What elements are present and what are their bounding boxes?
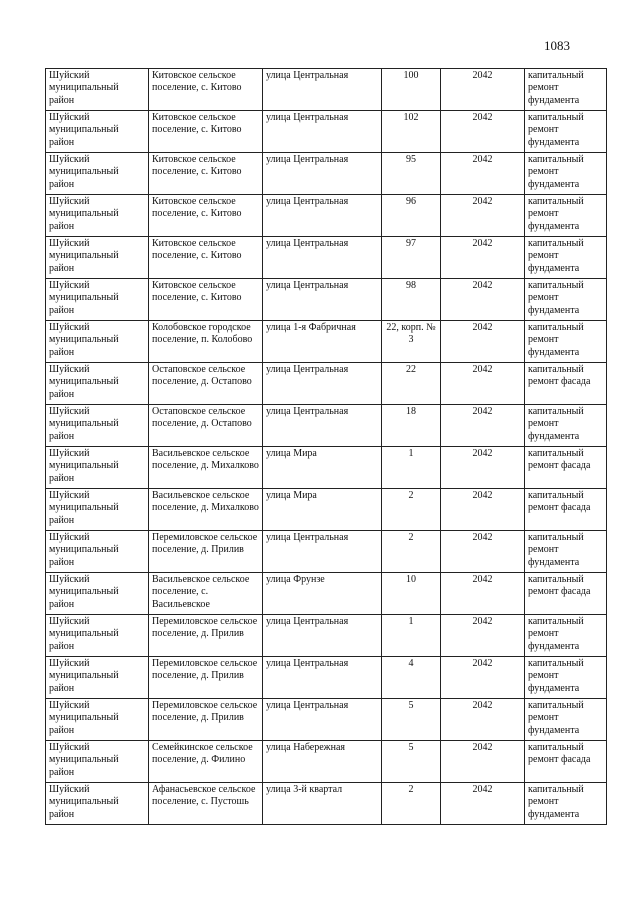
house-number-cell: 2 xyxy=(382,489,441,531)
work-type-cell: капитальный ремонт фасада xyxy=(525,363,607,405)
year-cell: 2042 xyxy=(441,195,525,237)
house-number-cell: 18 xyxy=(382,405,441,447)
table-row xyxy=(46,363,607,405)
street-cell: улица Набережная xyxy=(263,741,382,783)
table-row xyxy=(46,615,607,657)
table-row xyxy=(46,489,607,531)
street-cell: улица Центральная xyxy=(263,363,382,405)
table-row xyxy=(46,699,607,741)
year-cell: 2042 xyxy=(441,699,525,741)
street-cell: улица Фрунзе xyxy=(263,573,382,615)
street-cell: улица Центральная xyxy=(263,69,382,111)
table-row xyxy=(46,405,607,447)
street-cell: улица Центральная xyxy=(263,195,382,237)
settlement-cell: Китовское сельское поселение, с. Китово xyxy=(149,69,263,111)
table-row xyxy=(46,279,607,321)
year-cell: 2042 xyxy=(441,69,525,111)
table-row xyxy=(46,531,607,573)
year-cell: 2042 xyxy=(441,657,525,699)
year-cell: 2042 xyxy=(441,363,525,405)
work-type-cell: капитальный ремонт фасада xyxy=(525,489,607,531)
house-number-cell: 5 xyxy=(382,699,441,741)
work-type-cell: капитальный ремонт фундамента xyxy=(525,111,607,153)
house-number-cell: 95 xyxy=(382,153,441,195)
year-cell: 2042 xyxy=(441,783,525,825)
house-number-cell: 4 xyxy=(382,657,441,699)
settlement-cell: Перемиловское сельское поселение, д. Прилив xyxy=(149,531,263,573)
work-type-cell: капитальный ремонт фундамента xyxy=(525,783,607,825)
registry-table xyxy=(45,68,607,825)
work-type-cell: капитальный ремонт фасада xyxy=(525,447,607,489)
house-number-cell: 100 xyxy=(382,69,441,111)
district-cell: Шуйский муниципальный район xyxy=(46,489,149,531)
street-cell: улица Центральная xyxy=(263,405,382,447)
work-type-cell: капитальный ремонт фундамента xyxy=(525,615,607,657)
district-cell: Шуйский муниципальный район xyxy=(46,447,149,489)
district-cell: Шуйский муниципальный район xyxy=(46,573,149,615)
year-cell: 2042 xyxy=(441,237,525,279)
table-row xyxy=(46,69,607,111)
district-cell: Шуйский муниципальный район xyxy=(46,279,149,321)
house-number-cell: 2 xyxy=(382,531,441,573)
work-type-cell: капитальный ремонт фундамента xyxy=(525,657,607,699)
year-cell: 2042 xyxy=(441,321,525,363)
table-row xyxy=(46,195,607,237)
district-cell: Шуйский муниципальный район xyxy=(46,111,149,153)
table-row xyxy=(46,237,607,279)
settlement-cell: Васильевское сельское поселение, д. Михалково xyxy=(149,489,263,531)
district-cell: Шуйский муниципальный район xyxy=(46,153,149,195)
street-cell: улица Центральная xyxy=(263,657,382,699)
settlement-cell: Китовское сельское поселение, с. Китово xyxy=(149,195,263,237)
street-cell: улица Центральная xyxy=(263,615,382,657)
settlement-cell: Перемиловское сельское поселение, д. Прилив xyxy=(149,699,263,741)
registry-table-body xyxy=(46,69,607,825)
work-type-cell: капитальный ремонт фундамента xyxy=(525,237,607,279)
house-number-cell: 1 xyxy=(382,447,441,489)
settlement-cell: Китовское сельское поселение, с. Китово xyxy=(149,279,263,321)
district-cell: Шуйский муниципальный район xyxy=(46,405,149,447)
table-row xyxy=(46,657,607,699)
settlement-cell: Остаповское сельское поселение, д. Остапово xyxy=(149,363,263,405)
house-number-cell: 5 xyxy=(382,741,441,783)
year-cell: 2042 xyxy=(441,447,525,489)
district-cell: Шуйский муниципальный район xyxy=(46,783,149,825)
district-cell: Шуйский муниципальный район xyxy=(46,363,149,405)
street-cell: улица 1-я Фабричная xyxy=(263,321,382,363)
year-cell: 2042 xyxy=(441,573,525,615)
page-number: 1083 xyxy=(544,38,570,53)
work-type-cell: капитальный ремонт фундамента xyxy=(525,321,607,363)
work-type-cell: капитальный ремонт фундамента xyxy=(525,153,607,195)
house-number-cell: 1 xyxy=(382,615,441,657)
table-row xyxy=(46,573,607,615)
house-number-cell: 10 xyxy=(382,573,441,615)
house-number-cell: 96 xyxy=(382,195,441,237)
year-cell: 2042 xyxy=(441,153,525,195)
district-cell: Шуйский муниципальный район xyxy=(46,615,149,657)
settlement-cell: Китовское сельское поселение, с. Китово xyxy=(149,111,263,153)
district-cell: Шуйский муниципальный район xyxy=(46,69,149,111)
street-cell: улица Центральная xyxy=(263,279,382,321)
street-cell: улица Центральная xyxy=(263,153,382,195)
table-row xyxy=(46,321,607,363)
settlement-cell: Китовское сельское поселение, с. Китово xyxy=(149,237,263,279)
settlement-cell: Остаповское сельское поселение, д. Остапово xyxy=(149,405,263,447)
district-cell: Шуйский муниципальный район xyxy=(46,195,149,237)
work-type-cell: капитальный ремонт фундамента xyxy=(525,405,607,447)
settlement-cell: Семейкинское сельское поселение, д. Филино xyxy=(149,741,263,783)
work-type-cell: капитальный ремонт фундамента xyxy=(525,69,607,111)
work-type-cell: капитальный ремонт фундамента xyxy=(525,699,607,741)
district-cell: Шуйский муниципальный район xyxy=(46,699,149,741)
table-row xyxy=(46,111,607,153)
year-cell: 2042 xyxy=(441,741,525,783)
street-cell: улица Центральная xyxy=(263,237,382,279)
year-cell: 2042 xyxy=(441,615,525,657)
settlement-cell: Афанасьевское сельское поселение, с. Пустошь xyxy=(149,783,263,825)
year-cell: 2042 xyxy=(441,531,525,573)
district-cell: Шуйский муниципальный район xyxy=(46,321,149,363)
street-cell: улица Мира xyxy=(263,489,382,531)
table-row xyxy=(46,447,607,489)
year-cell: 2042 xyxy=(441,279,525,321)
street-cell: улица Мира xyxy=(263,447,382,489)
street-cell: улица Центральная xyxy=(263,531,382,573)
settlement-cell: Перемиловское сельское поселение, д. Прилив xyxy=(149,657,263,699)
house-number-cell: 98 xyxy=(382,279,441,321)
street-cell: улица 3-й квартал xyxy=(263,783,382,825)
district-cell: Шуйский муниципальный район xyxy=(46,741,149,783)
work-type-cell: капитальный ремонт фундамента xyxy=(525,531,607,573)
work-type-cell: капитальный ремонт фасада xyxy=(525,573,607,615)
table-row xyxy=(46,741,607,783)
street-cell: улица Центральная xyxy=(263,699,382,741)
district-cell: Шуйский муниципальный район xyxy=(46,657,149,699)
settlement-cell: Васильевское сельское поселение, д. Михалково xyxy=(149,447,263,489)
year-cell: 2042 xyxy=(441,489,525,531)
work-type-cell: капитальный ремонт фасада xyxy=(525,741,607,783)
work-type-cell: капитальный ремонт фундамента xyxy=(525,195,607,237)
settlement-cell: Васильевское сельское поселение, с. Васильевское xyxy=(149,573,263,615)
street-cell: улица Центральная xyxy=(263,111,382,153)
year-cell: 2042 xyxy=(441,111,525,153)
work-type-cell: капитальный ремонт фундамента xyxy=(525,279,607,321)
table-row xyxy=(46,153,607,195)
house-number-cell: 97 xyxy=(382,237,441,279)
house-number-cell: 22, корп. № 3 xyxy=(382,321,441,363)
house-number-cell: 102 xyxy=(382,111,441,153)
table-row xyxy=(46,783,607,825)
district-cell: Шуйский муниципальный район xyxy=(46,531,149,573)
settlement-cell: Китовское сельское поселение, с. Китово xyxy=(149,153,263,195)
district-cell: Шуйский муниципальный район xyxy=(46,237,149,279)
house-number-cell: 2 xyxy=(382,783,441,825)
settlement-cell: Колобовское городское поселение, п. Колобово xyxy=(149,321,263,363)
year-cell: 2042 xyxy=(441,405,525,447)
house-number-cell: 22 xyxy=(382,363,441,405)
settlement-cell: Перемиловское сельское поселение, д. Прилив xyxy=(149,615,263,657)
